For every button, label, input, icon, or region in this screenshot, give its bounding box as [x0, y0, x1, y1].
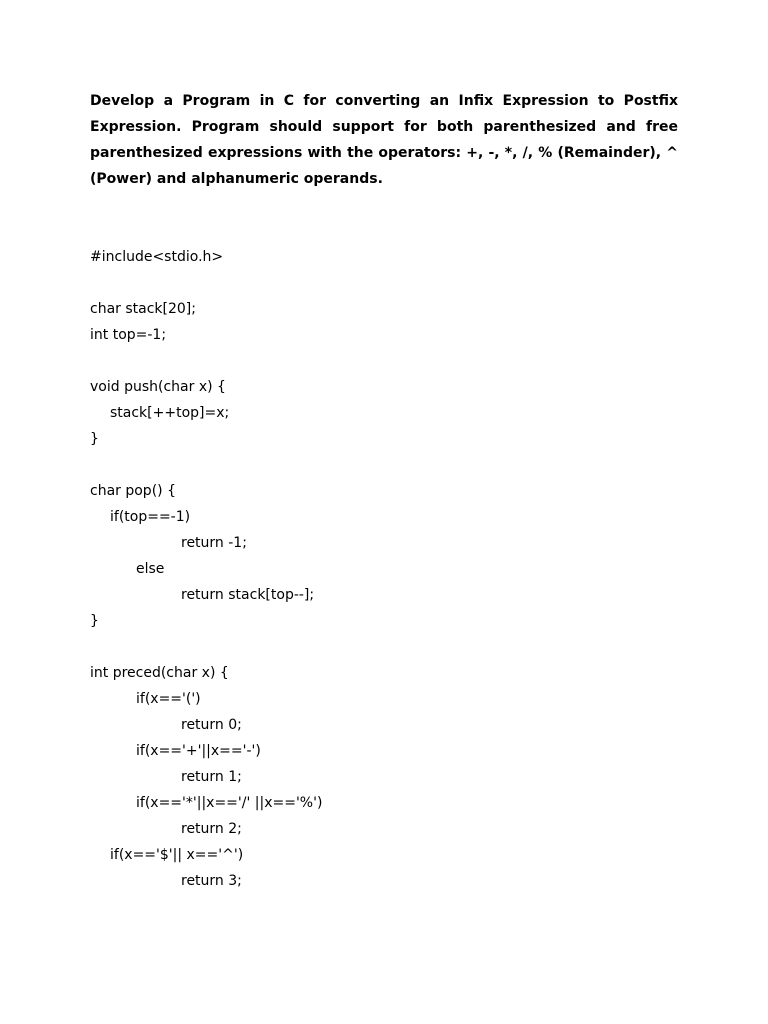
code-line: if(x=='*'||x=='/' ||x=='%') — [136, 795, 323, 811]
code-line: stack[++top]=x; — [110, 405, 230, 421]
code-line: return 1; — [181, 769, 242, 785]
code-line: } — [90, 431, 99, 447]
code-line: void push(char x) { — [90, 379, 226, 395]
code-line: return 2; — [181, 821, 242, 837]
code-line — [90, 452, 710, 478]
code-line: char pop() { — [90, 483, 176, 499]
code-line: return stack[top--]; — [181, 587, 315, 603]
code-line: } — [90, 613, 99, 629]
code-line: return 3; — [181, 873, 242, 889]
code-listing — [90, 244, 710, 894]
code-line — [90, 348, 710, 374]
code-line: if(x=='(') — [136, 691, 201, 707]
code-line: char stack[20]; — [90, 301, 196, 317]
code-line — [90, 634, 710, 660]
code-line: int top=-1; — [90, 327, 167, 343]
code-line: if(x=='$'|| x=='^') — [110, 847, 244, 863]
code-line: if(x=='+'||x=='-') — [136, 743, 261, 759]
code-line: return -1; — [181, 535, 247, 551]
code-line: int preced(char x) { — [90, 665, 229, 681]
code-line — [90, 270, 710, 296]
code-line: #include<stdio.h> — [90, 249, 224, 265]
code-line: return 0; — [181, 717, 242, 733]
code-line: if(top==-1) — [110, 509, 191, 525]
code-line: else — [136, 561, 165, 577]
problem-statement: Develop a Program in C for converting an Infix Expression to Postfix Expression. Program should support for both parenthesized and free parenthesized expressions with the operators: +, -, *, /, % (Remainder), ^ (Power) and alphanumeric operands. — [90, 93, 678, 187]
